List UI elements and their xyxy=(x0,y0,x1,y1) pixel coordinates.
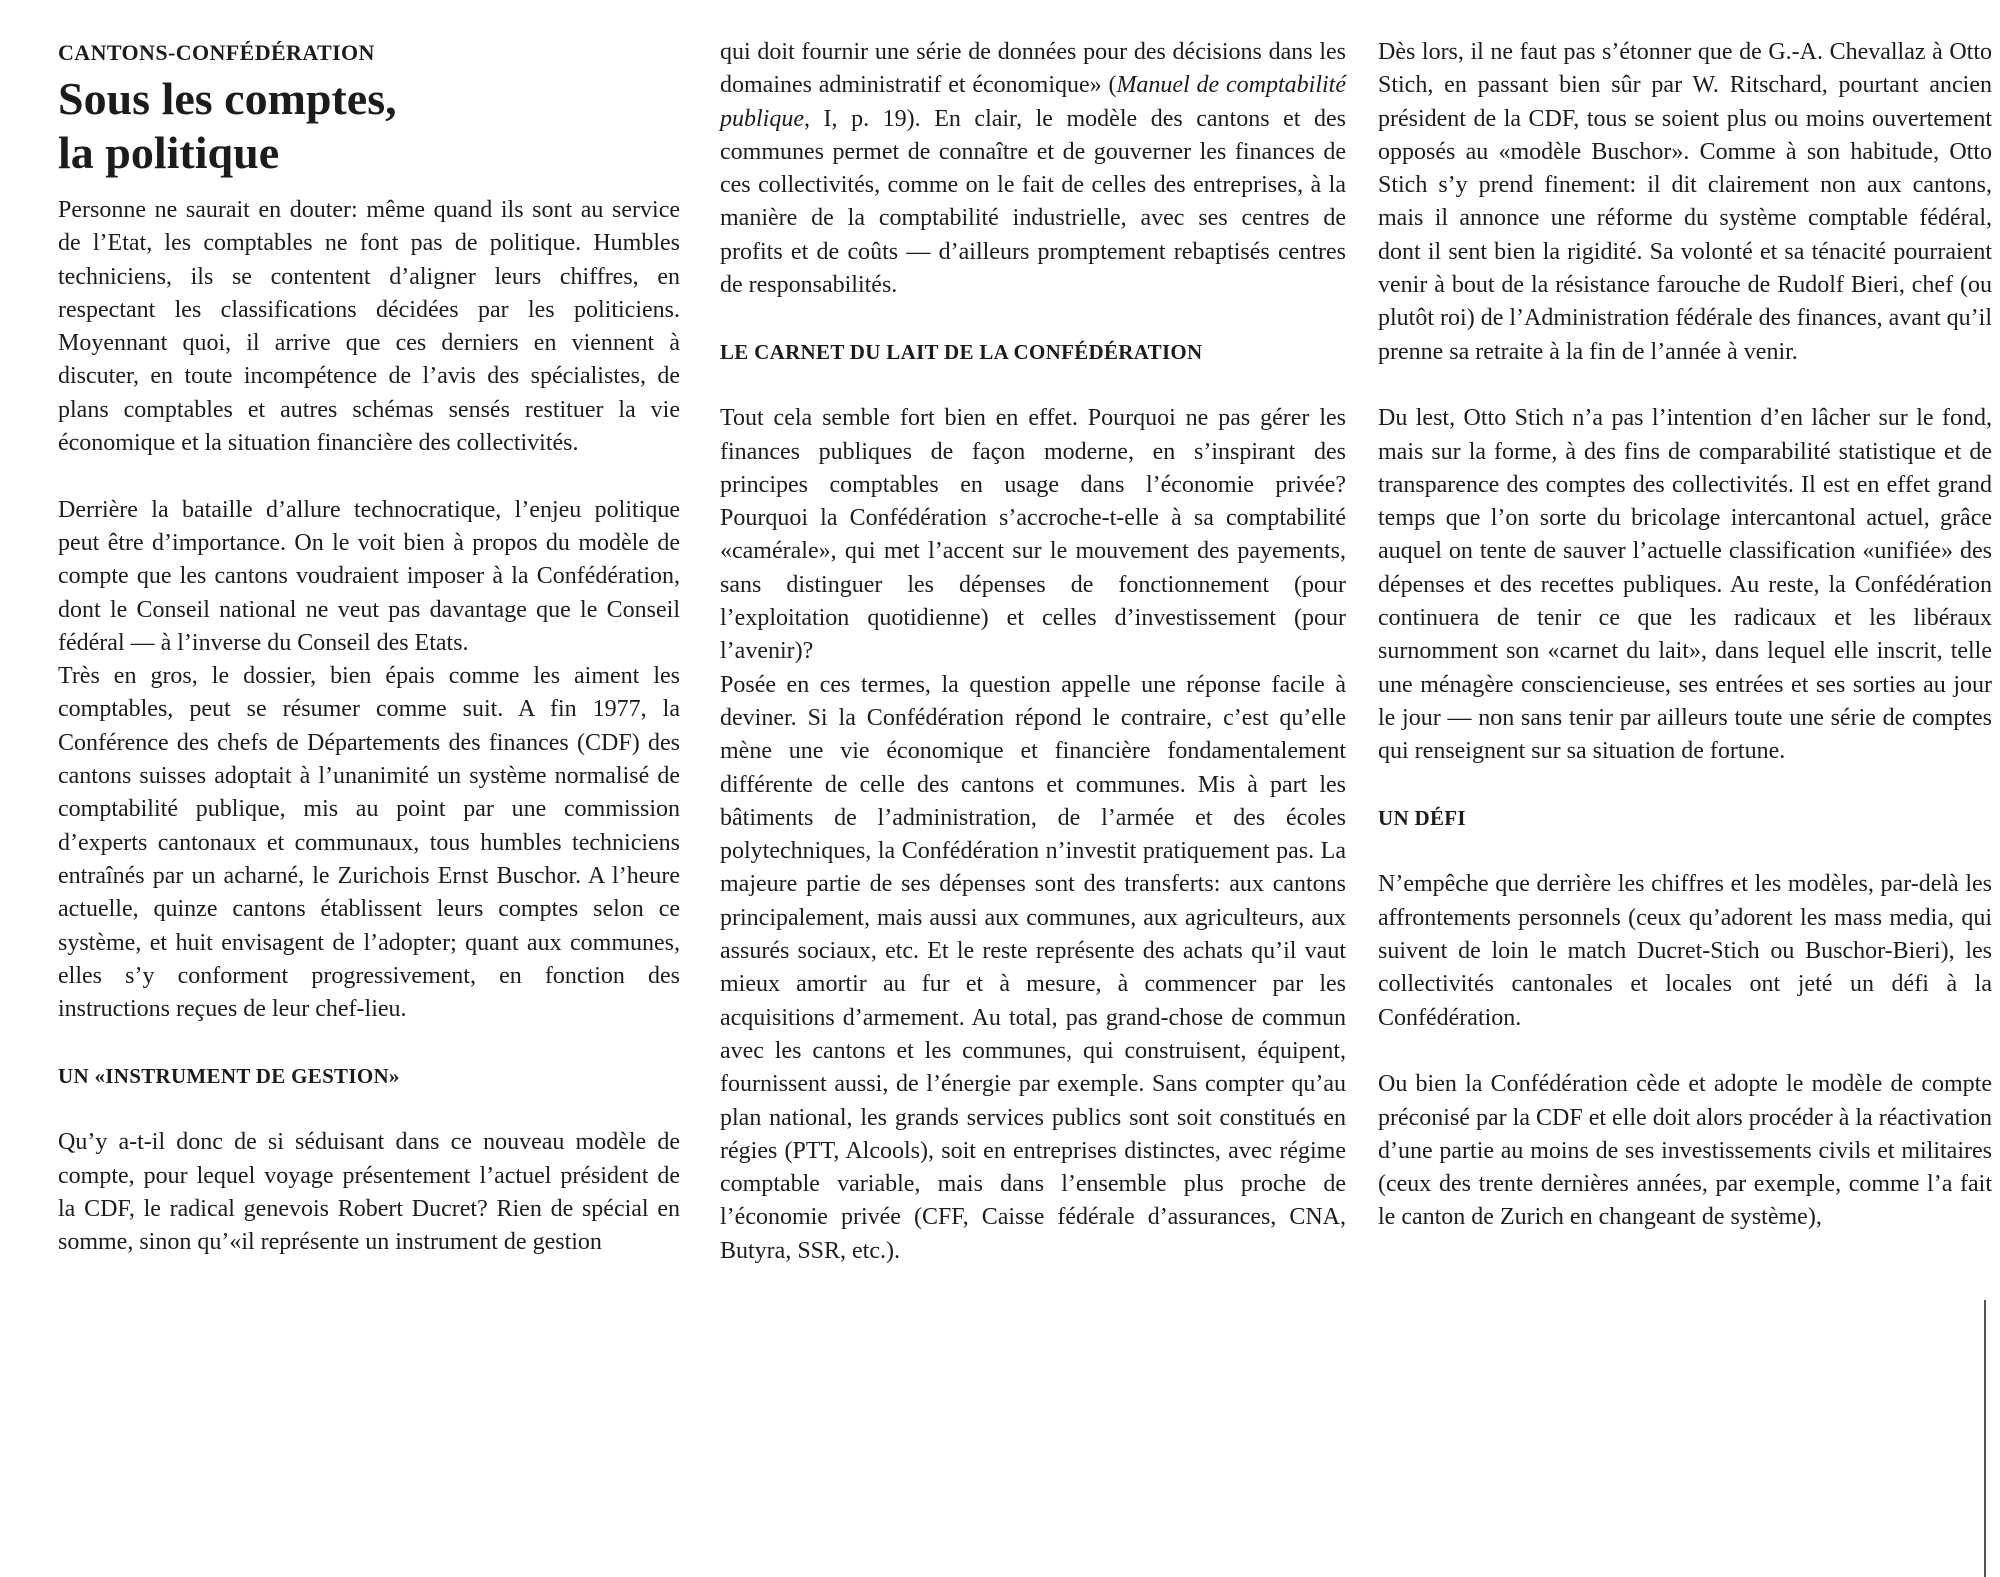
paragraph-gap xyxy=(58,1026,680,1059)
quote-text-end: , I, p. 19). En clair, le modèle des cantons et des communes permet de connaître et de gouverner les finances de ces collectivités, comme on le fait de celles des entreprises, à la manière de la comptabilité industrielle, avec ses centres de profits et de coûts — d’ailleurs promptement rebaptisés centres de responsabilités. xyxy=(720,105,1346,299)
column-3 xyxy=(1378,36,1992,1235)
paragraph-gap xyxy=(720,369,1346,402)
paragraph-intro: Personne ne saurait en douter: même quand ils sont au service de l’Etat, les comptables ne font pas de politique. Humbles techniciens, ils se contentent d’aligner leurs chiffres, en respectant les classifications décidées par les politiciens. Moyennant quoi, il arrive que ces derniers en viennent à discuter, en toute incompétence de l’avis des spécialistes, de plans comptables et autres schémas sensés restituer la vie économique et la situation financière des collectivités. xyxy=(58,197,680,457)
subheading-carnet-du-lait: LE CARNET DU LAIT DE LA CONFÉDÉRATION xyxy=(720,339,1203,364)
paragraph-gap xyxy=(1378,369,1992,402)
column-2 xyxy=(720,36,1346,1268)
paragraph-dossier: Très en gros, le dossier, bien épais comme les aiment les comptables, peut se résumer comme suit. A fin 1977, la Conférence des chefs de Départements des finances (CDF) des cantons suisses adoptait à l’unanimité un système normalisé de comptabilité publique, mis au point par une commission d’experts cantonaux et communaux, tous humbles techniciens entraînés par un acharné, le Zurichois Ernst Buschor. A l’heure actuelle, quinze cantons établissent leurs comptes selon ce système, et huit envisagent de l’adopter; quant aux communes, elles s’y conforment progressivement, en fonction des instructions reçues de leur chef-lieu. xyxy=(58,663,680,1023)
paragraph-gap xyxy=(1378,1035,1992,1068)
paragraph-challenge: N’empêche que derrière les chiffres et les modèles, par-delà les affrontements personnels (ceux qu’adorent les mass media, qui suivent de loin le match Ducret-Stich ou Buschor-Bieri), les collectivités cantonales et locales ont jeté un défi à la Confédération. xyxy=(1378,871,1992,1031)
paragraph-gap xyxy=(1378,769,1992,802)
paragraph-stakes: Derrière la bataille d’allure technocratique, l’enjeu politique peut être d’importance. On le voit bien à propos du modèle de compte que les cantons voudraient imposer à la Confédération, dont le Conseil national ne veut pas davantage que le Conseil fédéral — à l’inverse du Conseil des Etats. xyxy=(58,496,680,656)
paragraph-gap xyxy=(58,1093,680,1126)
section-kicker: CANTONS-CONFÉDÉRATION xyxy=(58,40,375,65)
page-edge-rule xyxy=(1984,1300,1986,1577)
paragraph-gap xyxy=(720,302,1346,335)
paragraph-manual-quote xyxy=(720,36,1346,302)
paragraph-answer: Posée en ces termes, la question appelle une réponse facile à deviner. Si la Confédération répond le contraire, c’est qu’elle mène une vie économique et financière fondamentalement différente de celle des cantons et communes. Mis à part les bâtiments de l’administration, de l’armée et des écoles polytechniques, la Confédération n’investit pratiquement pas. La majeure partie de ses dépenses sont des transferts: aux cantons principalement, mais aussi aux communes, aux agriculteurs, aux assurés sociaux, etc. Et le reste représente des achats qu’il vaut mieux amortir au fur et à mesure, à commencer par les acquisitions d’armement. Au total, pas grand-chose de commun avec les cantons et les communes, qui construisent, équipent, fournissent aussi, de l’énergie par exemple. Sans compter qu’au plan national, les grands services publics sont soit constitués en régies (PTT, Alcools), soit en entreprises distinctes, avec régime comptable variable, mais dans l’ensemble plus proche de l’économie privée (CFF, Caisse fédérale d’assurances, CNA, Butyra, SSR, etc.). xyxy=(720,671,1346,1264)
article-title: Sous les comptes, la politique xyxy=(58,73,397,178)
subheading-defi: UN DÉFI xyxy=(1378,805,1466,830)
paragraph-du-lest: Du lest, Otto Stich n’a pas l’intention d’en lâcher sur le fond, mais sur la forme, à des fins de comparabilité statistique et de transparence des comptes des collectivités. Il est en effet grand temps que l’on sorte du bricolage intercantonal actuel, grâce auquel on tente de sauver l’actuelle classification «unifiée» des dépenses et des recettes publiques. Au reste, la Confédération continuera de tenir ce que les radicaux et les libéraux surnomment son «carnet du lait», dans lequel elle inscrit, telle une ménagère consciencieuse, ses entrées et ses sorties au jour le jour — non sans tenir par ailleurs toute une série de comptes qui renseignent sur sa situation de fortune. xyxy=(1378,405,1992,765)
paragraph-gap xyxy=(1378,835,1992,868)
paragraph-model-question: Qu’y a-t-il donc de si séduisant dans ce nouveau modèle de compte, pour lequel voyage présentement l’actuel président de la CDF, le radical genevois Robert Ducret? Rien de spécial en somme, sinon qu’«il représente un instrument de gestion xyxy=(58,1129,680,1256)
subheading-instrument: UN «INSTRUMENT DE GESTION» xyxy=(58,1063,400,1088)
paragraph-opposition: Dès lors, il ne faut pas s’étonner que de G.-A. Chevallaz à Otto Stich, en passant bien sûr par W. Ritschard, pourtant ancien président de la CDF, tous se soient plus ou moins ouvertement opposés au «modèle Buschor». Comme à son habitude, Otto Stich s’y prend finement: il dit clairement non aux cantons, mais il annonce une réforme du système comptable fédéral, dont il sent bien la rigidité. Sa volonté et sa ténacité pourraient venir à bout de la résistance farouche de Rudolf Bieri, chef (ou plutôt roi) de l’Administration fédérale des finances, avant qu’il prenne sa retraite à la fin de l’année à venir. xyxy=(1378,39,1992,365)
paragraph-modern-finances: Tout cela semble fort bien en effet. Pourquoi ne pas gérer les finances publiques de façon moderne, en s’inspirant des principes comptables en usage dans l’économie privée? Pourquoi la Confédération s’accroche-t-elle à sa comptabilité «camérale», qui met l’accent sur le mouvement des payements, sans distinguer les dépenses de fonctionnement (pour l’exploitation quotidienne) et celles d’investissement (pour l’avenir)? xyxy=(720,405,1346,665)
manual-title: Manuel de comptabilité publique xyxy=(720,72,1346,132)
paragraph-gap xyxy=(58,460,680,493)
quote-text-start: qui doit fournir une série de données pour des décisions dans les domaines administratif et économique» ( xyxy=(720,39,1346,99)
paragraph-alternative: Ou bien la Confédération cède et adopte le modèle de compte préconisé par la CDF et elle doit alors procéder à la réactivation d’une partie au moins de ses investissements civils et militaires (ceux des trente dernières années, par exemple, comme l’a fait le canton de Zurich en changeant de système), xyxy=(1378,1071,1992,1231)
column-1 xyxy=(58,36,680,1260)
